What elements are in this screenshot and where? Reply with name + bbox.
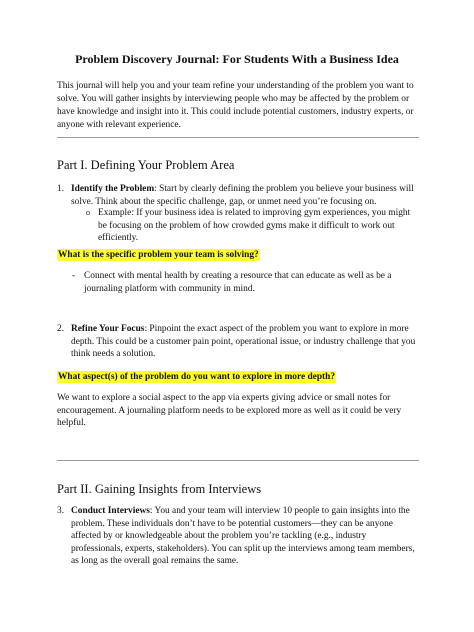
item-number: 3. — [57, 506, 65, 516]
answer-specific-problem — [72, 270, 412, 295]
question-specific-problem: What is the specific problem your team is solving? — [58, 250, 259, 260]
example-subitem — [86, 207, 420, 245]
answer-text: Connect with mental health by creating a resource that can educate as well as be a journaling platform with community in mind. — [84, 271, 392, 294]
circle-bullet: o — [86, 208, 90, 217]
item-label: Refine Your Focus — [71, 324, 145, 334]
dash-bullet: - — [72, 271, 76, 281]
divider — [57, 137, 419, 138]
document-title: Problem Discovery Journal: For Students With a Business Idea — [75, 52, 399, 66]
item-refine-focus — [57, 323, 419, 361]
item-number: 2. — [57, 324, 65, 334]
item-text: : Pinpoint the exact aspect of the problem you want to explore in more depth. This could be a customer pain point, operational issue, or industry challenge that you think needs a solution. — [71, 324, 416, 360]
part2-heading: Part II. Gaining Insights from Interviews — [57, 482, 262, 496]
item-label: Identify the Problem — [71, 184, 155, 194]
intro-paragraph: This journal will help you and your team refine your understanding of the problem you want to solve. You will gather insights by interviewing people who may be affected by the problem or have knowledge and insight into it. This could include potential customers, industry experts, or anyone with relevant experience. — [57, 81, 414, 130]
item-number: 1. — [57, 184, 65, 194]
item-text: : Start by clearly defining the problem you believe your business will solve. Think about the specific challenge, gap, or unmet need you’re focusing on. — [71, 184, 414, 207]
part1-heading: Part I. Defining Your Problem Area — [57, 158, 235, 172]
item-identify-problem — [57, 183, 419, 208]
question-explore-depth: What aspect(s) of the problem do you want to explore in more depth? — [58, 372, 336, 382]
item-label: Conduct Interviews — [71, 506, 150, 516]
divider — [57, 460, 419, 461]
item-conduct-interviews — [57, 505, 419, 568]
answer-explore-depth: We want to explore a social aspect to the app via experts giving advice or small notes for encouragement. A journaling platform needs to be explored more as well as it could be very helpful. — [57, 393, 402, 429]
example-text: Example: If your business idea is related to improving gym experiences, you might be focusing on the problem of how crowded gyms make it difficult to work out efficiently. — [98, 208, 411, 244]
item-text: : You and your team will interview 10 people to gain insights into the problem. These individuals don’t have to be potential customers—they can be anyone affected by or knowledgeable about the problem you’re tackling (e.g., industry professionals, experts, stakeholders). You can split up the interviews among team members, as long as the overall goal remains the same. — [71, 506, 415, 567]
